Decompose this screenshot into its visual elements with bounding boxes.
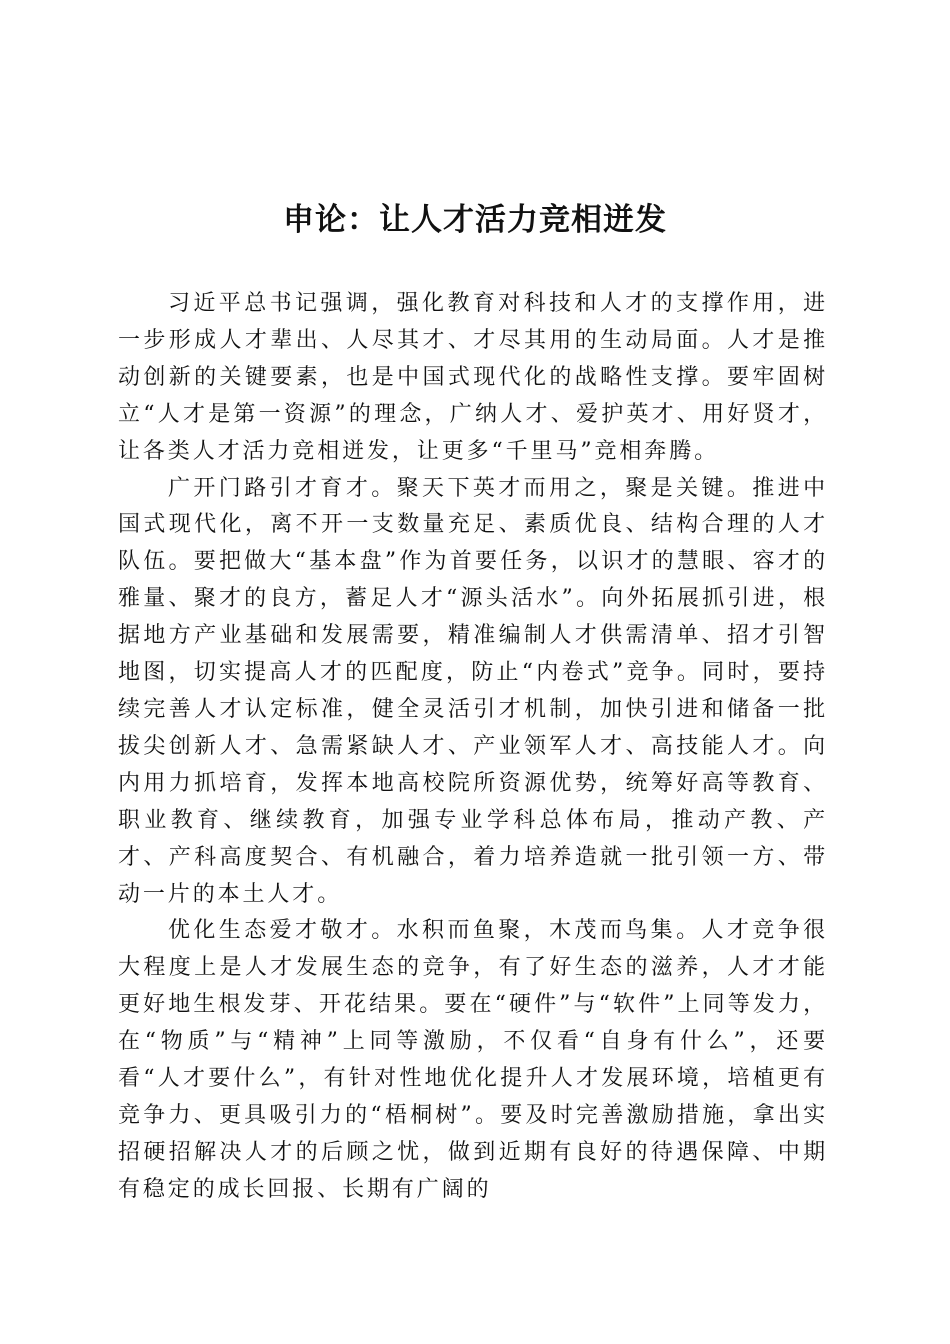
document-body <box>118 286 828 1209</box>
paragraph-recruit-talent: 广开门路引才育才。聚天下英才而用之，聚是关键。推进中国式现代化，离不开一支数量充足、素质优良、结构合理的人才队伍。要把做大“基本盘”作为首要任务，以识才的慧眼、容才的雅量、聚才的良方，蓄足人才“源头活水”。向外拓展抓引进，根据地方产业基础和发展需要，精准编制人才供需清单、招才引智地图，切实提高人才的匹配度，防止“内卷式”竞争。同时，要持续完善人才认定标准，健全灵活引才机制，加快引进和储备一批拔尖创新人才、急需紧缺人才、产业领军人才、高技能人才。向内用力抓培育，发挥本地高校院所资源优势，统筹好高等教育、职业教育、继续教育，加强专业学科总体布局，推动产教、产才、产科高度契合、有机融合，着力培养造就一批引领一方、带动一片的本土人才。 <box>118 475 828 907</box>
paragraph-optimize-ecology: 优化生态爱才敬才。水积而鱼聚，木茂而鸟集。人才竞争很大程度上是人才发展生态的竞争，有了好生态的滋养，人才才能更好地生根发芽、开花结果。要在“硬件”与“软件”上同等发力，在“物质”与“精神”上同等激励，不仅看“自身有什么”，还要看“人才要什么”，有针对性地优化提升人才发展环境，培植更有竞争力、更具吸引力的“梧桐树”。要及时完善激励措施，拿出实招硬招解决人才的后顾之忧，做到近期有良好的待遇保障、中期有稳定的成长回报、长期有广阔的 <box>118 918 828 1202</box>
paragraph-intro: 习近平总书记强调，强化教育对科技和人才的支撑作用，进一步形成人才辈出、人尽其才、才尽其用的生动局面。人才是推动创新的关键要素，也是中国式现代化的战略性支撑。要牢固树立“人才是第一资源”的理念，广纳人才、爱护英才、用好贤才，让各类人才活力竞相迸发，让更多“千里马”竞相奔腾。 <box>118 291 828 464</box>
document-title: 申论：让人才活力竞相迸发 <box>283 202 667 238</box>
